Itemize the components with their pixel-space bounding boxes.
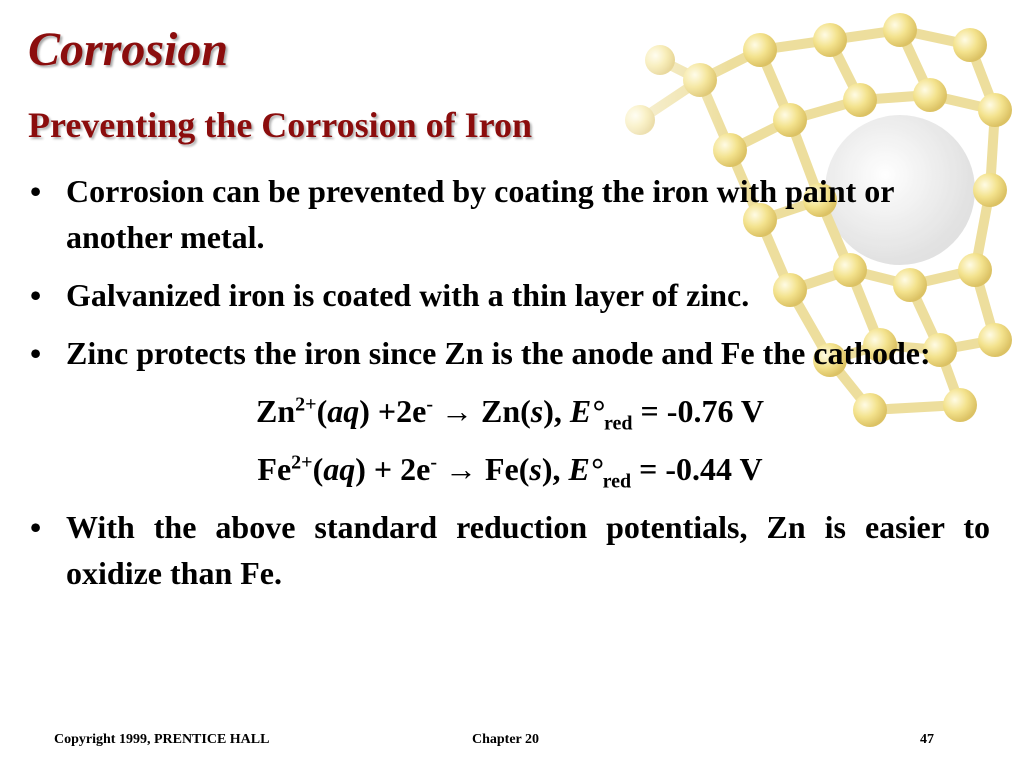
- eqn-value: = -0.76 V: [632, 393, 764, 429]
- eqn-potential-sub: red: [602, 470, 632, 493]
- eqn-electrons: +2e: [369, 393, 427, 429]
- bullet-dot-icon: •: [30, 277, 42, 313]
- bullet-text: Corrosion can be prevented by coating the iron with paint or another metal.: [66, 173, 894, 255]
- footer-copyright: Copyright 1999, PRENTICE HALL: [54, 732, 270, 747]
- eqn-ion: Fe: [257, 451, 292, 487]
- eqn-state-s: s: [530, 393, 544, 429]
- bullet-list: [30, 168, 990, 608]
- bullet-item-oxidize: [30, 504, 990, 596]
- eqn-ion: Zn: [256, 393, 296, 429]
- eqn-ion-charge: 2+: [295, 393, 317, 416]
- eqn-potential-symbol: E°: [568, 451, 603, 487]
- eqn-potential-symbol: E°: [569, 393, 605, 429]
- bullet-item-zinc-anode: [30, 330, 990, 376]
- bullet-text: With the above standard reduction potentials, Zn is easier to oxidize than Fe.: [66, 509, 990, 591]
- eqn-value: = -0.44 V: [631, 451, 763, 487]
- equation-iron-reduction: $Fe^{2+}(aq) + 2e^- \to Fe(s)$, $E^\circ_{red} = -0.44$ V: [257, 451, 763, 493]
- eqn-state-s: s: [529, 451, 542, 487]
- eqn-product: Fe: [484, 451, 519, 487]
- bullet-dot-icon: •: [30, 173, 42, 209]
- slide-subtitle: Preventing the Corrosion of Iron: [28, 105, 532, 145]
- footer-chapter: Chapter 20: [472, 732, 540, 747]
- bullet-item-coating: [30, 168, 990, 260]
- footer-page-number: 47: [920, 732, 934, 747]
- bullet-text: Zinc protects the iron since Zn is the anode and Fe the cathode:: [66, 335, 931, 371]
- eqn-arrow: →: [440, 393, 473, 429]
- slide-title: Corrosion: [28, 23, 229, 76]
- eqn-ion-charge: 2+: [291, 451, 313, 474]
- eqn-state-aq: aq: [327, 393, 360, 429]
- eqn-electron-charge: -: [426, 393, 433, 416]
- equation-zinc-reduction: $Zn^{2+}(aq) +2e^- \to Zn(s)$, $E^\circ_{red} = -0.76$ V: [256, 393, 764, 435]
- bullet-dot-icon: •: [30, 335, 42, 371]
- bullet-text: Galvanized iron is coated with a thin layer of zinc.: [66, 277, 750, 313]
- eqn-potential-sub: red: [604, 412, 633, 435]
- eqn-electrons: + 2e: [365, 451, 431, 487]
- eqn-state-aq: aq: [323, 451, 356, 487]
- bullet-dot-icon: •: [30, 509, 42, 545]
- eqn-product: Zn: [480, 393, 521, 429]
- bullet-item-galvanized: [30, 272, 990, 318]
- eqn-arrow: →: [444, 451, 477, 487]
- eqn-electron-charge: -: [430, 451, 437, 474]
